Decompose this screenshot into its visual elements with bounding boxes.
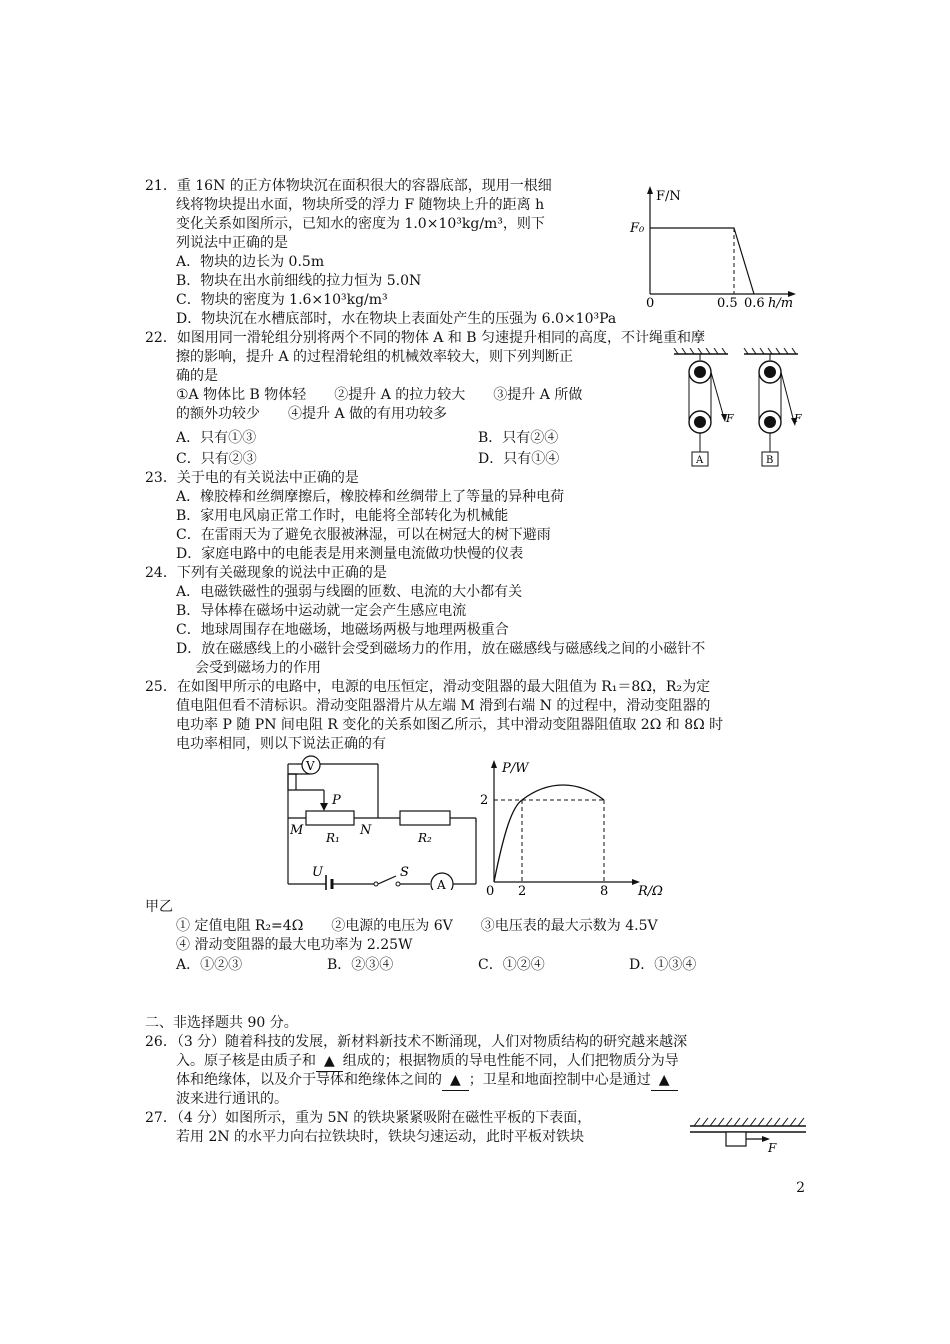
q27-force-label: F [768,1141,777,1154]
q26-line3 [176,1071,678,1091]
q27-line2: 若用 2N 的水平力向右拉铁块时，铁块匀速运动，此时平板对铁块 [176,1129,585,1145]
q27-magnet-plate-figure [688,1112,810,1154]
q23-line1: 23．关于电的有关说法中正确的是 [145,470,359,486]
q21-tick-06: 0.6 [744,296,765,310]
q22-option-d: D．只有①④ [478,451,560,467]
q22-force-left: F [726,412,734,425]
q26-blank-1[interactable]: ▲ [316,1052,343,1072]
q26-line2 [176,1052,679,1072]
q25-figure-caption: 甲乙 [145,899,173,915]
source-u-label: U [312,865,323,880]
q25-tick-y2: 2 [480,793,489,808]
q21-line1: 21．重 16N 的正方体物块沉在面积很大的容器底部，现用一根细 [145,178,552,194]
q27-line1: 27．（4 分）如图所示，重为 5N 的铁块紧紧吸附在磁性平板的下表面， [145,1110,592,1126]
q25-option-b: B．②③④ [327,957,394,973]
q21-line3: 变化关系如图所示，已知水的密度为 1.0×10³kg/m³，则下 [176,216,545,232]
q26-line2-end: 组成的；根据物质的导电性能不同，人们把物质分为导 [342,1053,679,1069]
ammeter-label: A [437,878,446,890]
q24-line1: 24．下列有关磁现象的说法中正确的是 [145,565,387,581]
q25-line1: 25．在如图甲所示的电路中，电源的电压恒定，滑动变阻器的最大阻值为 R₁＝8Ω，R₂为定 [145,679,711,695]
q25-line4: 电功率相同，则以下说法正确的有 [176,736,386,752]
q23-option-c: C．在雷雨天为了避免衣服被淋湿，可以在树冠大的树下避雨 [176,527,551,543]
q25-line3: 电功率 P 随 PN 间电阻 R 变化的关系如图乙所示，其中滑动变阻器阻值取 2Ω 和 8Ω 时 [176,717,724,733]
q24-option-d-line1: D．放在磁感线上的小磁针会受到磁场力的作用，放在磁感线与磁感线之间的小磁针不 [176,641,706,657]
switch-s-label: S [400,865,409,880]
q22-option-a: A．只有①③ [176,430,257,446]
q21-xlabel: h/m [768,296,794,310]
q24-option-c: C．地球周围存在地磁场，地磁场两极与地理两极重合 [176,622,509,638]
q25-ylabel: P/W [502,761,529,776]
q21-buoyancy-graph [622,178,802,310]
q21-tick-05: 0.5 [717,296,738,310]
q25-statements-1: ① 定值电阻 R₂=4Ω ②电源的电压为 6V ③电压表的最大示数为 4.5V [176,918,658,934]
q21-option-b: B．物块在出水前细线的拉力恒为 5.0N [176,273,422,289]
q25-option-c: C．①②④ [478,957,545,973]
q25-power-graph [478,752,678,900]
q24-option-b: B．导体棒在磁场中运动就一定会产生感应电流 [176,603,467,619]
q21-tick-0: 0 [646,296,655,310]
q25-xlabel: R/Ω [638,884,663,899]
q21-ylabel: F/N [656,189,681,204]
q23-option-b: B．家用电风扇正常工作时，电能将全部转化为机械能 [176,508,509,524]
end-n-label: N [360,823,372,838]
q26-line3-mid: ；卫星和地面控制中心是通过 [468,1072,651,1088]
q26-line3-start: 体和绝缘体，以及介于导体和绝缘体之间的 [176,1072,442,1088]
section-2-heading: 二、非选择题共 90 分。 [145,1015,298,1031]
q22-option-b: B．只有②④ [478,430,559,446]
q22-box-a: A [696,455,704,466]
q22-line3: 确的是 [176,368,218,384]
q24-option-a: A．电磁铁磁性的强弱与线圈的匝数、电流的大小都有关 [176,584,523,600]
q26-blank-3[interactable]: ▲ [651,1071,678,1091]
q22-line2: 擦的影响，提升 A 的过程滑轮组的机械效率较大，则下列判断正 [176,349,574,365]
page-number: 2 [796,1180,805,1196]
q21-option-c: C．物块的密度为 1.6×10³kg/m³ [176,292,388,308]
q25-tick-x2: 2 [518,884,527,899]
q21-line4: 列说法中正确的是 [176,235,288,251]
q25-tick-x8: 8 [600,884,609,899]
q23-option-d: D．家庭电路中的电能表是用来测量电流做功快慢的仪表 [176,546,524,562]
q21-y0: F₀ [630,221,645,236]
q23-option-a: A．橡胶棒和丝绸摩擦后，橡胶棒和丝绸带上了等量的异种电荷 [176,489,565,505]
q26-line4: 波来进行通讯的。 [176,1091,288,1107]
q22-line1: 22．如图用同一滑轮组分别将两个不同的物体 A 和 B 匀速提升相同的高度，不计绳重和摩 [145,330,706,346]
slider-p-label: P [332,793,341,808]
q22-option-c: C．只有②③ [176,451,257,467]
q22-line5: 的额外功较少 ④提升 A 做的有用功较多 [176,406,448,422]
q25-tick-x0: 0 [486,884,495,899]
q21-line2: 线将物块提出水面，物块所受的浮力 F 随物块上升的距离 h [176,197,545,213]
q21-option-d: D．物块沉在水槽底部时，水在物块上表面处产生的压强为 6.0×10³Pa [176,311,617,327]
q25-voltmeter [296,754,326,778]
q22-box-b: B [766,455,774,466]
voltmeter-label: V [306,759,315,773]
q24-option-d-line2: 会受到磁场力的作用 [195,660,321,676]
r1-label: R₁ [326,831,340,845]
q26-blank-2[interactable]: ▲ [442,1071,469,1091]
q22-force-right: F [794,412,802,425]
q26-line2-start: 入。原子核是由质子和 [176,1053,316,1069]
end-m-label: M [290,823,304,838]
q25-statements-2: ④ 滑动变阻器的最大电功率为 2.25W [176,937,413,953]
q26-line1: 26．（3 分）随着科技的发展，新材料新技术不断涌现，人们对物质结构的研究越来越深 [145,1034,688,1050]
q22-pulley-figure [672,348,802,472]
q22-line4: ①A 物体比 B 物体轻 ②提升 A 的拉力较大 ③提升 A 所做 [176,387,583,403]
q25-option-a: A．①②③ [176,957,243,973]
q25-circuit-diagram [282,760,482,890]
q21-option-a: A．物块的边长为 0.5m [176,254,325,270]
q25-option-d: D．①③④ [629,957,697,973]
q25-line2: 值电阻但看不清标识。滑动变阻器滑片从左端 M 滑到右端 N 的过程中，滑动变阻器的 [176,698,711,714]
r2-label: R₂ [418,831,432,845]
